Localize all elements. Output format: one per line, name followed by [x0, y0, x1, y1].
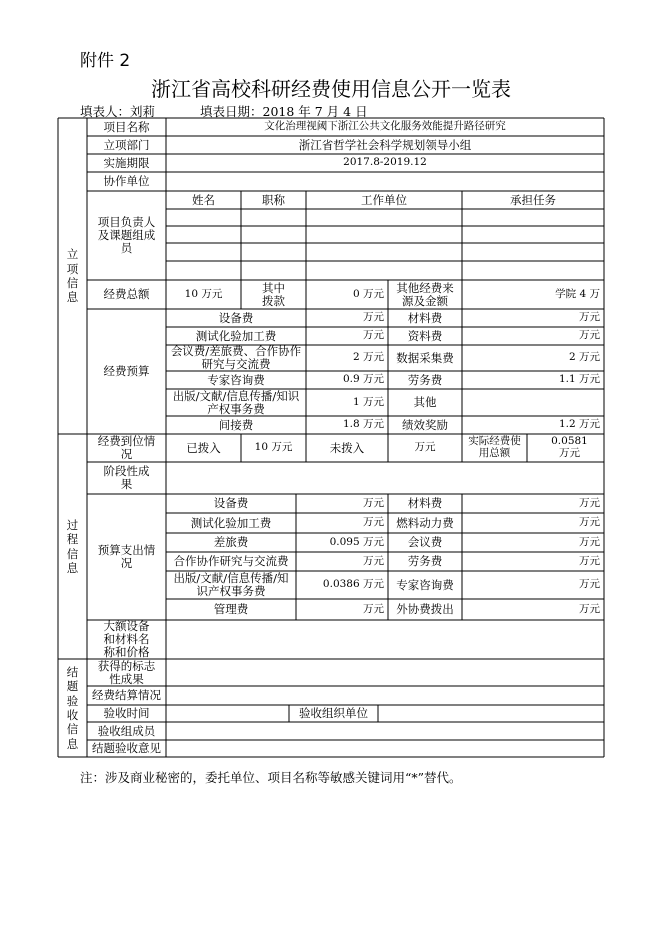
spending-item-amount: 万元 — [579, 578, 600, 591]
budget-item-label: 间接费 — [218, 417, 254, 432]
funding-total-value: 10 万元 — [184, 287, 223, 300]
budget-item-amount: 1.1 万元 — [558, 373, 600, 386]
completion-time-label: 验收时间 — [103, 706, 150, 721]
arrival-pending-label: 未拨入 — [329, 440, 365, 455]
funding-other-label: 其他经费来源及金额 — [396, 280, 454, 308]
spending-item-amount: 万元 — [363, 496, 384, 509]
budget-item-label: 出版/文献/信息传播/知识产权事务费 — [172, 388, 300, 416]
spending-item-label: 合作协作研究与交流费 — [173, 554, 289, 569]
equipment-label: 大额设备和材料名称和价格 — [103, 619, 150, 659]
budget-item-amount: 万元 — [363, 311, 384, 324]
spending-item-amount: 0.0386 万元 — [322, 578, 384, 591]
spending-item-amount: 0.095 万元 — [329, 535, 384, 548]
members-label: 项目负责人及课题组成员 — [97, 215, 156, 255]
budget-item-amount: 1.8 万元 — [342, 418, 384, 431]
spending-item-amount: 万元 — [363, 602, 384, 615]
budget-item-amount: 万元 — [363, 329, 384, 342]
spending-item-label: 专家咨询费 — [396, 577, 454, 592]
footnote: 注：涉及商业秘密的，委托单位、项目名称等敏感关键词用“*”替代。 — [80, 770, 462, 785]
budget-item-amount: 0.9 万元 — [342, 373, 384, 386]
project-partner-value — [166, 172, 604, 191]
section-label-jieti: 结题验收信息 — [66, 664, 79, 751]
arrival-used-value: 0.0581 万元 — [551, 435, 588, 459]
arrival-pending-value: 万元 — [414, 441, 436, 454]
budget-item-label: 测试化验加工费 — [195, 328, 277, 343]
project-name-value: 文化治理视阈下浙江公共文化服务效能提升路径研究 — [264, 120, 506, 133]
members-header-title: 职称 — [262, 192, 285, 207]
spending-item-label: 外协费拨出 — [396, 602, 454, 617]
budget-item-amount: 2 万元 — [352, 351, 384, 364]
budget-item-amount — [462, 389, 604, 416]
budget-item-amount: 万元 — [579, 329, 600, 342]
funding-allocated-label: 其中拨款 — [262, 280, 285, 308]
funding-other-value: 学院 4 万 — [555, 287, 600, 300]
spending-item-amount: 万元 — [363, 554, 384, 567]
budget-label: 经费预算 — [103, 364, 150, 379]
spending-item-amount: 万元 — [579, 496, 600, 509]
section-label-lixiang: 立项信息 — [66, 247, 79, 305]
spending-item-label: 出版/文献/信息传播/知识产权事务费 — [173, 571, 289, 598]
completion-org-label: 验收组织单位 — [299, 706, 368, 721]
project-partner-label: 协作单位 — [103, 174, 150, 189]
stage-results-label: 阶段性成果 — [103, 464, 150, 491]
spending-item-label: 燃料动力费 — [396, 515, 454, 530]
funding-total-label: 经费总额 — [103, 287, 150, 302]
budget-item-label: 绩效奖励 — [402, 417, 448, 432]
budget-item-amount: 万元 — [579, 311, 600, 324]
fill-date: 填表日期：2018 年 7 月 4 日 — [200, 104, 368, 119]
spending-item-amount: 万元 — [579, 602, 600, 615]
spending-item-label: 差旅费 — [213, 535, 249, 550]
budget-item-label: 专家咨询费 — [207, 372, 265, 387]
funding-allocated-value: 0 万元 — [352, 287, 384, 300]
members-header-name: 姓名 — [192, 192, 215, 207]
budget-item-label: 资料费 — [407, 328, 443, 343]
completion-members-label: 验收组成员 — [97, 723, 156, 738]
project-dept-value: 浙江省哲学社会科学规划领导小组 — [298, 137, 472, 152]
attachment-label: 附件 2 — [80, 51, 131, 71]
budget-item-label: 数据采集费 — [396, 350, 454, 365]
budget-item-label: 材料费 — [407, 310, 443, 325]
arrival-label: 经费到位情况 — [97, 434, 156, 461]
arrival-used-label: 实际经费使用总额 — [468, 435, 521, 459]
project-name-label: 项目名称 — [103, 119, 150, 134]
filler-name: 填表人：刘莉 — [80, 104, 156, 119]
spending-item-label: 设备费 — [213, 496, 249, 511]
spending-item-amount: 万元 — [579, 516, 600, 529]
members-header-task: 承担任务 — [510, 192, 556, 207]
project-period-value: 2017.8-2019.12 — [343, 156, 427, 169]
budget-item-label: 劳务费 — [407, 372, 443, 387]
completion-results-label: 获得的标志性成果 — [97, 658, 156, 686]
spending-item-amount: 万元 — [579, 535, 600, 548]
spending-label: 预算支出情况 — [97, 543, 156, 570]
budget-item-label: 会议费/差旅费、合作协作研究与交流费 — [170, 344, 302, 371]
section-label-guocheng: 过程信息 — [66, 517, 79, 575]
spending-item-label: 劳务费 — [407, 554, 443, 569]
spending-item-label: 会议费 — [407, 535, 443, 550]
completion-opinion-label: 结题验收意见 — [92, 741, 161, 756]
budget-item-label: 设备费 — [218, 310, 254, 325]
spending-item-label: 测试化验加工费 — [190, 515, 272, 530]
stage-results-value — [166, 462, 604, 494]
budget-item-amount: 2 万元 — [568, 351, 600, 364]
project-dept-label: 立项部门 — [103, 137, 150, 152]
arrival-received-label: 已拨入 — [186, 440, 221, 455]
spending-item-label: 管理费 — [213, 602, 249, 617]
spending-item-amount: 万元 — [579, 554, 600, 567]
completion-settlement-label: 经费结算情况 — [92, 688, 161, 703]
equipment-value — [166, 620, 604, 659]
spending-item-amount: 万元 — [363, 516, 384, 529]
members-header-unit: 工作单位 — [361, 192, 407, 207]
page-title: 浙江省高校科研经费使用信息公开一览表 — [151, 77, 511, 101]
budget-item-amount: 1 万元 — [352, 395, 384, 408]
budget-item-label: 其他 — [413, 395, 437, 410]
project-period-label: 实施期限 — [103, 155, 150, 170]
spending-item-label: 材料费 — [407, 496, 443, 511]
budget-item-amount: 1.2 万元 — [558, 418, 600, 431]
arrival-received-value: 10 万元 — [254, 441, 293, 454]
